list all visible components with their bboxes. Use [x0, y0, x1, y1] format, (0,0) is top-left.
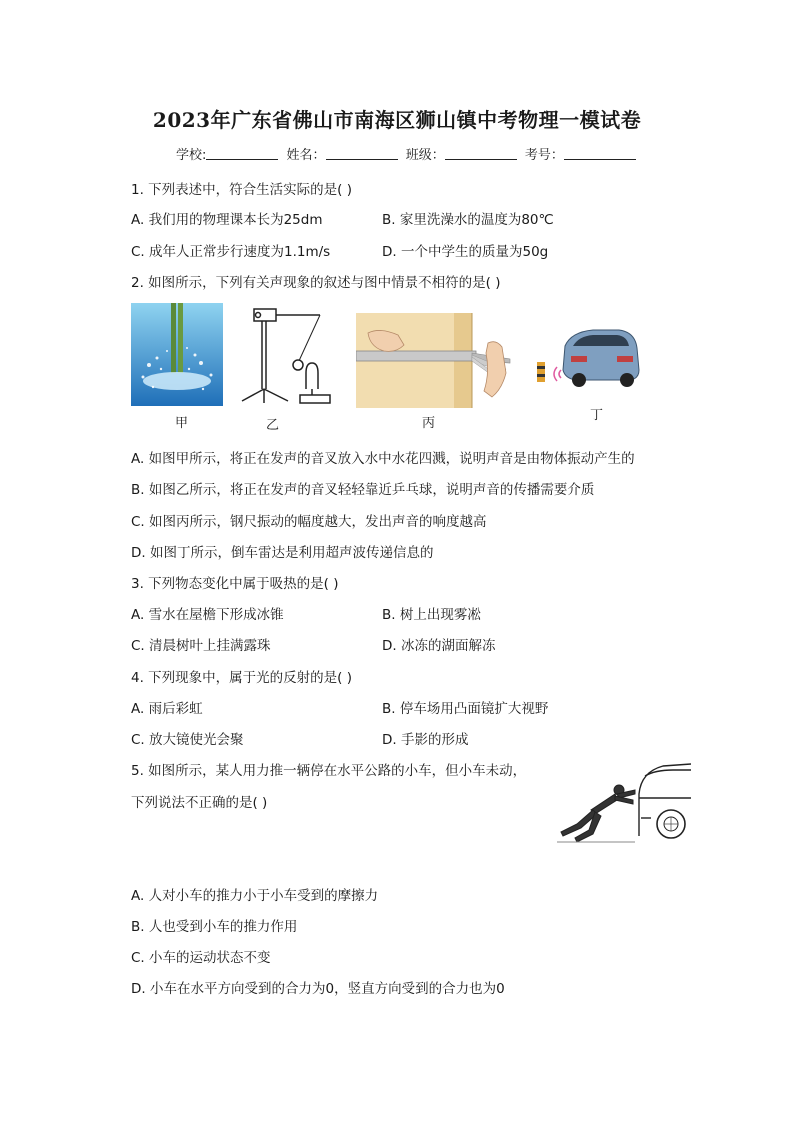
exam-no-blank[interactable]: [564, 147, 636, 160]
person-pushing-car-figure: [555, 758, 691, 844]
q2-option-d: D. 如图丁所示，倒车雷达是利用超声波传递信息的: [131, 545, 434, 561]
q4-option-a: A. 雨后彩虹: [131, 701, 203, 717]
figure-caption-jia: 甲: [175, 416, 189, 431]
class-label: 班级：: [405, 148, 445, 163]
q1-option-b: B. 家里洗澡水的温度为80℃: [382, 212, 554, 228]
q1-option-a: A. 我们用的物理课本长为25dm: [131, 212, 323, 228]
q5-option-c: C. 小车的运动状态不变: [131, 950, 271, 966]
school-label: 学校:: [176, 148, 207, 163]
figure-caption-yi: 乙: [266, 418, 280, 433]
q2-option-c: C. 如图丙所示，钢尺振动的幅度越大，发出声音的响度越高: [131, 514, 487, 530]
q3-option-a: A. 雪水在屋檐下形成冰锥: [131, 607, 284, 623]
school-blank[interactable]: [206, 147, 278, 160]
q5-option-d: D. 小车在水平方向受到的合力为0，竖直方向受到的合力也为0: [131, 981, 505, 997]
q5-option-b: B. 人也受到小车的推力作用: [131, 919, 298, 935]
q3-option-b: B. 树上出现雾凇: [382, 607, 481, 623]
page-title: 2023年广东省佛山市南海区狮山镇中考物理一模试卷: [152, 108, 642, 132]
figure-caption-bing: 丙: [422, 416, 436, 431]
q2-option-b: B. 如图乙所示，将正在发声的音叉轻轻靠近乒乓球，说明声音的传播需要介质: [131, 482, 595, 498]
question-3-stem: 3. 下列物态变化中属于吸热的是( ): [131, 576, 339, 592]
reversing-car-figure: [531, 326, 641, 396]
q3-option-d: D. 冰冻的湖面解冻: [382, 638, 496, 654]
question-4-stem: 4. 下列现象中，属于光的反射的是( ): [131, 670, 352, 686]
name-label: 姓名：: [286, 148, 326, 163]
question-1-stem: 1. 下列表述中，符合生活实际的是( ): [131, 182, 352, 198]
q4-option-d: D. 手影的形成: [382, 732, 469, 748]
q2-option-a: A. 如图甲所示，将正在发声的音叉放入水中水花四溅，说明声音是由物体振动产生的: [131, 451, 635, 467]
q1-option-c: C. 成年人正常步行速度为1.1m/s: [131, 244, 331, 260]
q3-option-c: C. 清晨树叶上挂满露珠: [131, 638, 271, 654]
q4-option-b: B. 停车场用凸面镜扩大视野: [382, 701, 549, 717]
question-5-stem: 5. 如图所示，某人用力推一辆停在水平公路的小车，但小车未动，: [131, 763, 527, 779]
tuning-fork-figure: [236, 303, 348, 408]
class-blank[interactable]: [445, 147, 517, 160]
ruler-on-desk-figure: [356, 313, 518, 408]
student-info-row: [176, 144, 640, 163]
exam-no-label: 考号：: [524, 148, 564, 163]
question-5-stem-continued: 下列说法不正确的是( ): [131, 795, 268, 811]
q4-option-c: C. 放大镜使光会聚: [131, 732, 244, 748]
name-blank[interactable]: [326, 147, 398, 160]
question-2-stem: 2. 如图所示，下列有关声现象的叙述与图中情景不相符的是( ): [131, 275, 501, 291]
q1-option-d: D. 一个中学生的质量为50g: [382, 244, 549, 260]
water-splash-figure: [131, 303, 223, 406]
figure-caption-ding: 丁: [590, 408, 604, 423]
q5-option-a: A. 人对小车的推力小于小车受到的摩擦力: [131, 888, 379, 904]
